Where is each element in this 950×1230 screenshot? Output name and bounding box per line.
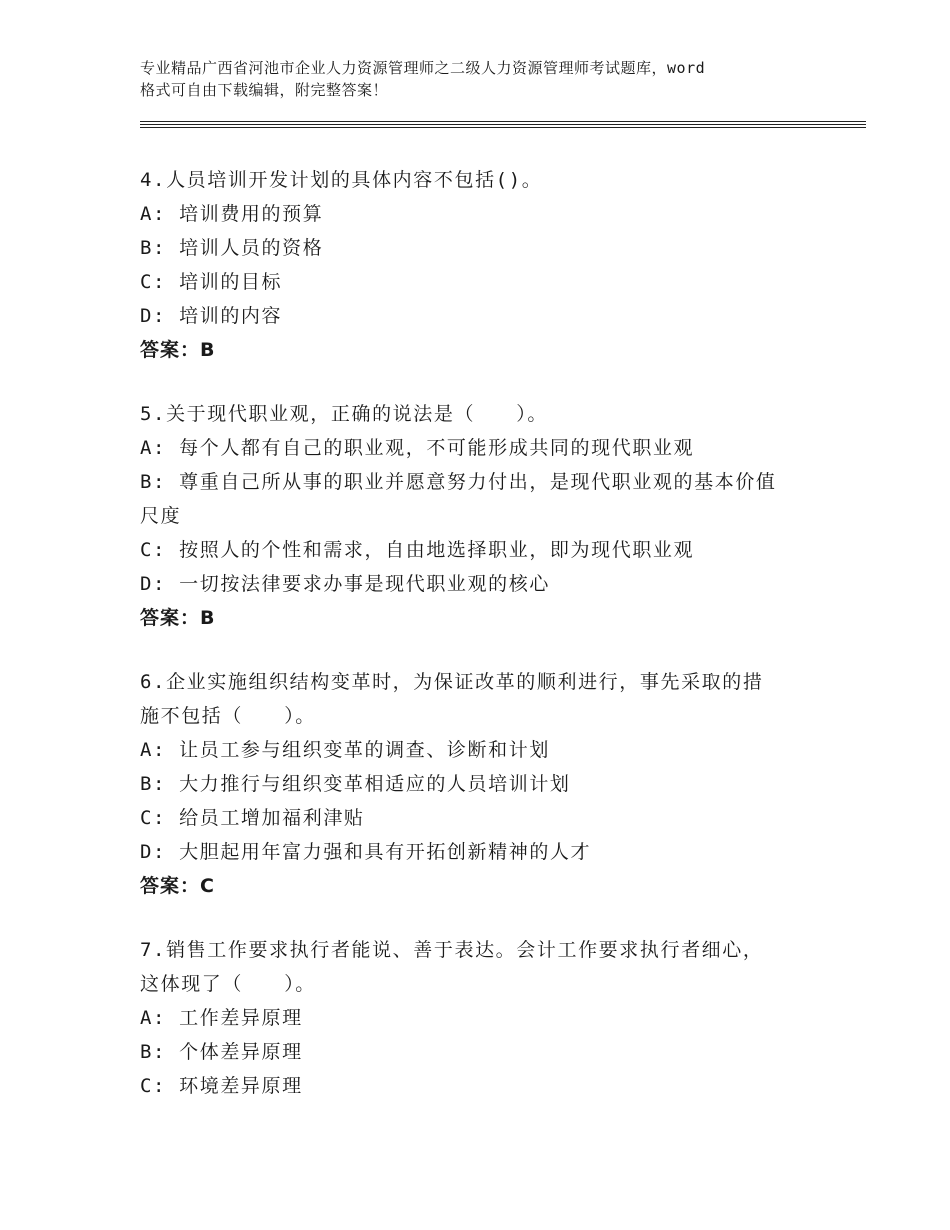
option-d: D: 培训的内容	[140, 305, 283, 327]
answer-label: 答案：B	[140, 339, 216, 361]
question-5	[140, 397, 830, 635]
question-stem: 4.人员培训开发计划的具体内容不包括()。	[140, 169, 543, 191]
question-stem-continued: 这体现了（ ）。	[140, 973, 316, 995]
option-b: B: 大力推行与组织变革相适应的人员培训计划	[140, 773, 571, 795]
option-a: A: 让员工参与组织变革的调查、诊断和计划	[140, 739, 550, 761]
option-d: D: 大胆起用年富力强和具有开拓创新精神的人才	[140, 841, 592, 863]
question-stem: 7.销售工作要求执行者能说、善于表达。会计工作要求执行者细心，	[140, 939, 764, 961]
option-c: C: 按照人的个性和需求，自由地选择职业，即为现代职业观	[140, 539, 695, 561]
option-c: C: 培训的目标	[140, 271, 283, 293]
answer-label: 答案：B	[140, 607, 216, 629]
document-header	[140, 57, 830, 101]
option-c: C: 环境差异原理	[140, 1075, 303, 1097]
question-stem: 5.关于现代职业观，正确的说法是（ ）。	[140, 403, 548, 425]
option-c: C: 给员工增加福利津贴	[140, 807, 365, 829]
question-stem: 6.企业实施组织结构变革时，为保证改革的顺利进行，事先采取的措	[140, 671, 764, 693]
header-divider-bottom	[140, 127, 866, 128]
option-b: B: 尊重自己所从事的职业并愿意努力付出，是现代职业观的基本价值	[140, 471, 777, 493]
option-b-continued: 尺度	[140, 505, 182, 527]
question-stem-continued: 施不包括（ ）。	[140, 705, 316, 727]
question-7	[140, 933, 830, 1103]
option-a: A: 每个人都有自己的职业观，不可能形成共同的现代职业观	[140, 437, 695, 459]
question-6	[140, 665, 830, 903]
header-title-line-2: 格式可自由下载编辑，附完整答案！	[140, 81, 389, 99]
option-b: B: 个体差异原理	[140, 1041, 303, 1063]
option-a: A: 培训费用的预算	[140, 203, 324, 225]
header-divider-middle	[140, 124, 866, 125]
question-list	[140, 163, 830, 1133]
option-a: A: 工作差异原理	[140, 1007, 303, 1029]
header-divider-top	[140, 121, 866, 122]
answer-label: 答案：C	[140, 875, 215, 897]
option-b: B: 培训人员的资格	[140, 237, 324, 259]
question-4	[140, 163, 830, 367]
option-d: D: 一切按法律要求办事是现代职业观的核心	[140, 573, 550, 595]
header-title-line-1: 专业精品广西省河池市企业人力资源管理师之二级人力资源管理师考试题库，word	[140, 59, 706, 77]
